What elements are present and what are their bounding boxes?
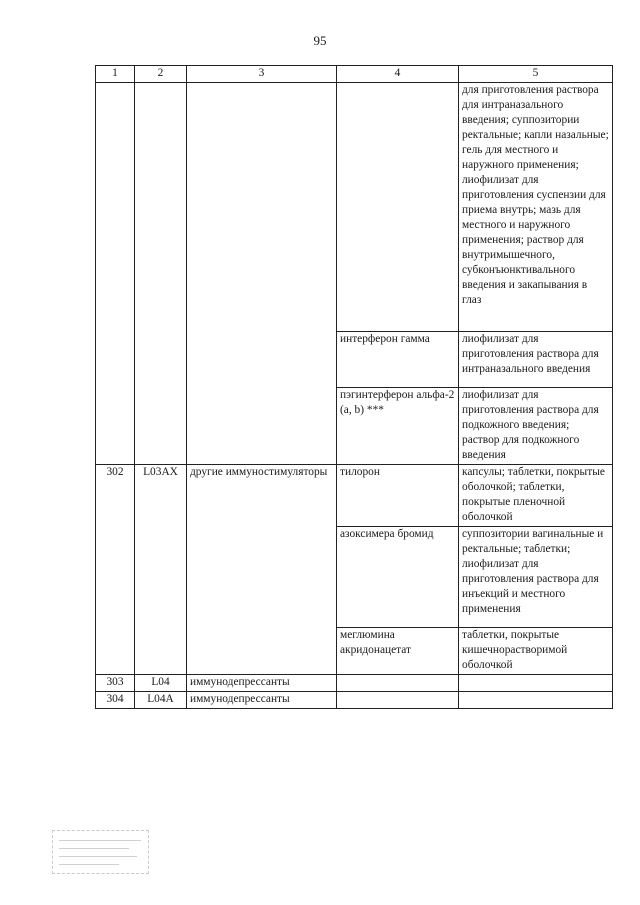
number-cell: 303 [96,675,135,692]
dosage-form-cell: суппозитории вагинальные и ректальные; таблетки; лиофилизат для приготовления раствора для инъекций и местного применения [459,527,613,628]
dosage-form-cell [459,692,613,709]
drug-cell [337,692,459,709]
page-number: 95 [313,33,327,48]
number-cell: 302 [96,465,135,675]
drug-cell: пэгинтерферон альфа-2 (a, b) *** [337,388,459,465]
group-cell [187,83,337,465]
drug-cell: азоксимера бромид [337,527,459,628]
drug-list-table [95,65,613,709]
code-cell: L03AX [135,465,187,675]
code-cell: L04 [135,675,187,692]
dosage-form-cell: лиофилизат для приготовления раствора для интраназального введения [459,332,613,388]
column-header: 3 [187,66,337,83]
dosage-form-cell [459,675,613,692]
column-header: 5 [459,66,613,83]
faded-stamp [52,830,149,874]
group-cell: иммунодепрессанты [187,692,337,709]
group-cell: иммунодепрессанты [187,675,337,692]
column-header: 4 [337,66,459,83]
drug-cell: интерферон гамма [337,332,459,388]
dosage-form-cell: для приготовления раствора для интраназального введения; суппозитории ректальные; капли назальные; гель для местного и наружного применения; лиофилизат для приготовления суспензии для приема внутрь; мазь для местного и наружного применения; раствор для внутримышечного, субконъюнктивального введения и закапывания в глаз [459,83,613,332]
column-header: 1 [96,66,135,83]
table-row [96,692,613,709]
table-row [96,465,613,527]
table-row [96,83,613,332]
drug-cell: меглюмина акридонацетат [337,628,459,675]
column-header: 2 [135,66,187,83]
code-cell: L04A [135,692,187,709]
number-cell: 304 [96,692,135,709]
table-row [96,675,613,692]
drug-cell [337,83,459,332]
dosage-form-cell: таблетки, покрытые кишечнорастворимой оболочкой [459,628,613,675]
dosage-form-cell: капсулы; таблетки, покрытые оболочкой; таблетки, покрытые пленочной оболочкой [459,465,613,527]
code-cell [135,83,187,465]
table-header-row [96,66,613,83]
drug-cell [337,675,459,692]
number-cell [96,83,135,465]
dosage-form-cell: лиофилизат для приготовления раствора для подкожного введения; раствор для подкожного введения [459,388,613,465]
group-cell: другие иммуностимуляторы [187,465,337,675]
drug-cell: тилорон [337,465,459,527]
